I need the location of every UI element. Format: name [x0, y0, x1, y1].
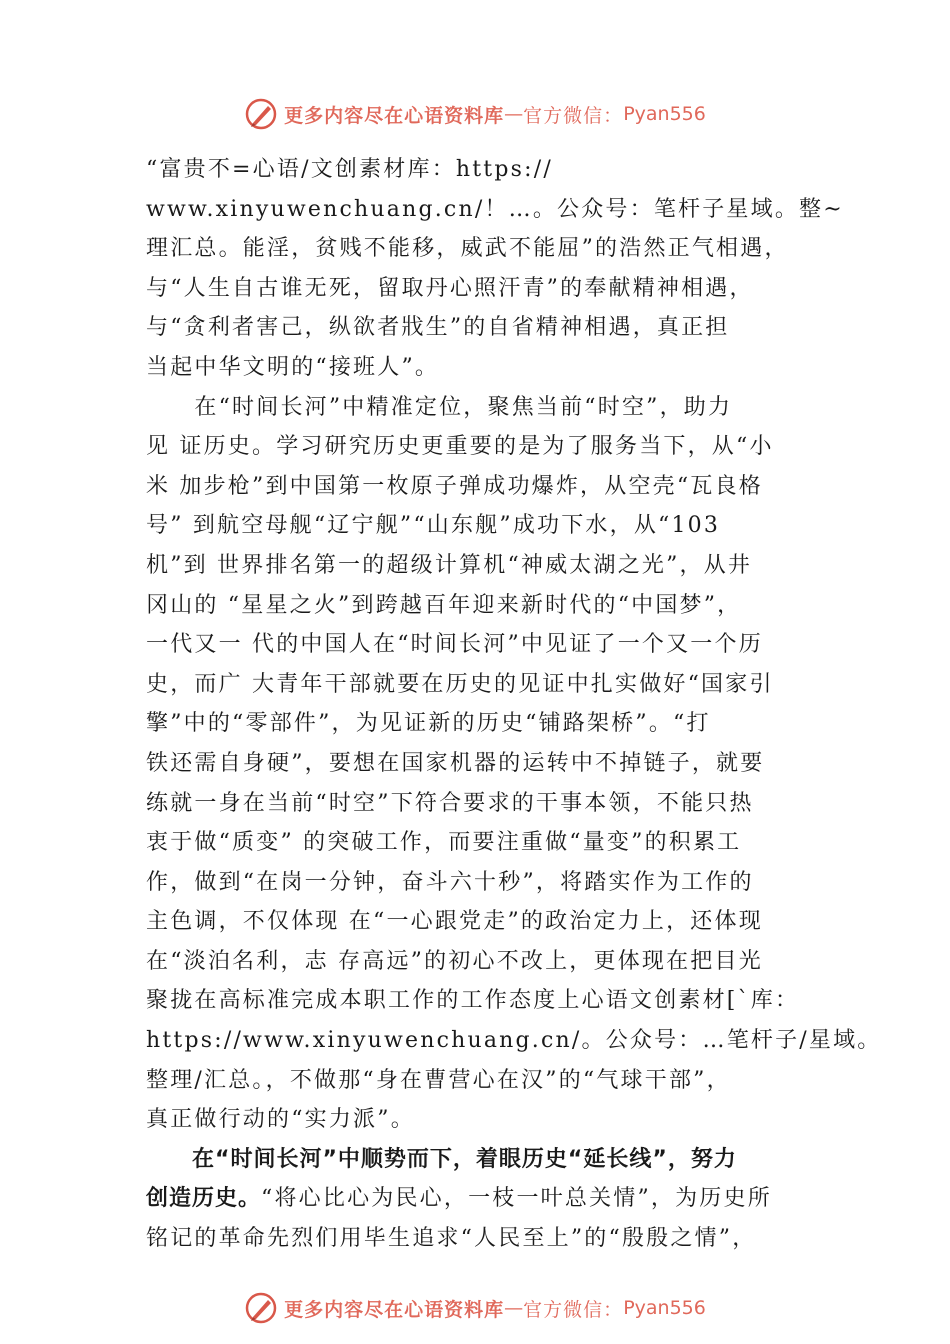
- body-text: “将心比心为民心，一枝一叶总关情”，为历史所: [261, 1186, 772, 1212]
- mixed-line: [146, 1179, 836, 1219]
- body-line: 衷于做“质变” 的突破工作，而要注重做“量变”的积累工: [146, 830, 742, 856]
- body-line: 真正做行动的“实力派”。: [146, 1107, 415, 1133]
- body-line: 铭记的革命先烈们用毕生追求“人民至上”的“殷殷之情”，: [146, 1226, 757, 1252]
- body-line: 号” 到航空母舰“辽宁舰”“山东舰”成功下水，从“103: [146, 513, 721, 539]
- body-line: https://www.xinyuwenchuang.cn/。公众号：…笔杆子/星域。: [146, 1028, 882, 1054]
- body-line: 擎”中的“零部件”，为见证新的历史“铺路架桥”。“打: [146, 711, 711, 737]
- body-line: 机”到 世界排名第一的超级计算机“神威太湖之光”，从井: [146, 552, 753, 578]
- body-line: 当起中华文明的“接班人”。: [146, 354, 440, 380]
- document-body: [146, 150, 882, 1259]
- body-line: 米 加步枪”到中国第一枚原子弹成功爆炸，从空壳“瓦良格: [146, 473, 763, 499]
- body-line: 铁还需自身硬”，要想在国家机器的运转中不掉链子，就要: [146, 750, 765, 776]
- body-line: 作，做到“在岗一分钟，奋斗六十秒”，将踏实作为工作的: [146, 869, 754, 895]
- body-line: 史，而广 大青年干部就要在历史的见证中扎实做好“国家引: [146, 671, 774, 697]
- body-line: 整理/汇总。，不做那“身在曹营心在汉”的“气球干部”，: [146, 1067, 731, 1093]
- body-line: 冈山的 “星星之火”到跨越百年迎来新时代的“中国梦”，: [146, 592, 742, 618]
- body-line: 一代又一 代的中国人在“时间长河”中见证了一个又一个历: [146, 632, 763, 658]
- banner-title: 更多内容尽在心语资料库: [284, 104, 505, 127]
- pen-logo-icon: [244, 1291, 278, 1325]
- header-banner: [0, 94, 950, 134]
- section-heading-end: 创造历史。: [146, 1186, 262, 1212]
- banner-wechat-label: 官方微信：: [523, 1298, 624, 1321]
- banner-wechat-label: 官方微信：: [523, 104, 624, 127]
- body-line: 理汇总。能淫，贫贱不能移，威武不能屈”的浩然正气相遇，: [146, 236, 789, 262]
- banner-wechat-id: Pyan556: [623, 103, 706, 125]
- banner-dash: —: [504, 1297, 524, 1319]
- body-line: 主色调，不仅体现 在“一心跟党走”的政治定力上，还体现: [146, 909, 763, 935]
- footer-banner: [0, 1288, 950, 1328]
- body-line: 在“时间长河”中精准定位，聚焦当前“时空”，助力: [146, 394, 733, 420]
- banner-title: 更多内容尽在心语资料库: [284, 1298, 505, 1321]
- body-line: 练就一身在当前“时空”下符合要求的干事本领，不能只热: [146, 790, 754, 816]
- body-line: www.xinyuwenchuang.cn/！…。公众号：笔杆子星域。整~: [146, 196, 844, 222]
- section-heading-line: 在“时间长河”中顺势而下，着眼历史“延长线”，努力: [146, 1146, 737, 1172]
- banner-wechat-id: Pyan556: [623, 1297, 706, 1319]
- pen-logo-icon: [244, 97, 278, 131]
- body-line: 与“贪利者害己，纵欲者戕生”的自省精神相遇，真正担: [146, 315, 730, 341]
- body-line: 见 证历史。学习研究历史更重要的是为了服务当下，从“小: [146, 434, 774, 460]
- banner-dash: —: [504, 103, 524, 125]
- body-line: 与“人生自古谁无死，留取丹心照汗青”的奉献精神相遇，: [146, 275, 754, 301]
- body-line: 聚拢在高标准完成本职工作的工作态度上心语文创素材[`库：: [146, 988, 800, 1014]
- body-line: 在“淡泊名利，志 存高远”的初心不改上，更体现在把目光: [146, 948, 763, 974]
- body-line: “富贵不=心语/文创素材库：https://: [146, 157, 553, 182]
